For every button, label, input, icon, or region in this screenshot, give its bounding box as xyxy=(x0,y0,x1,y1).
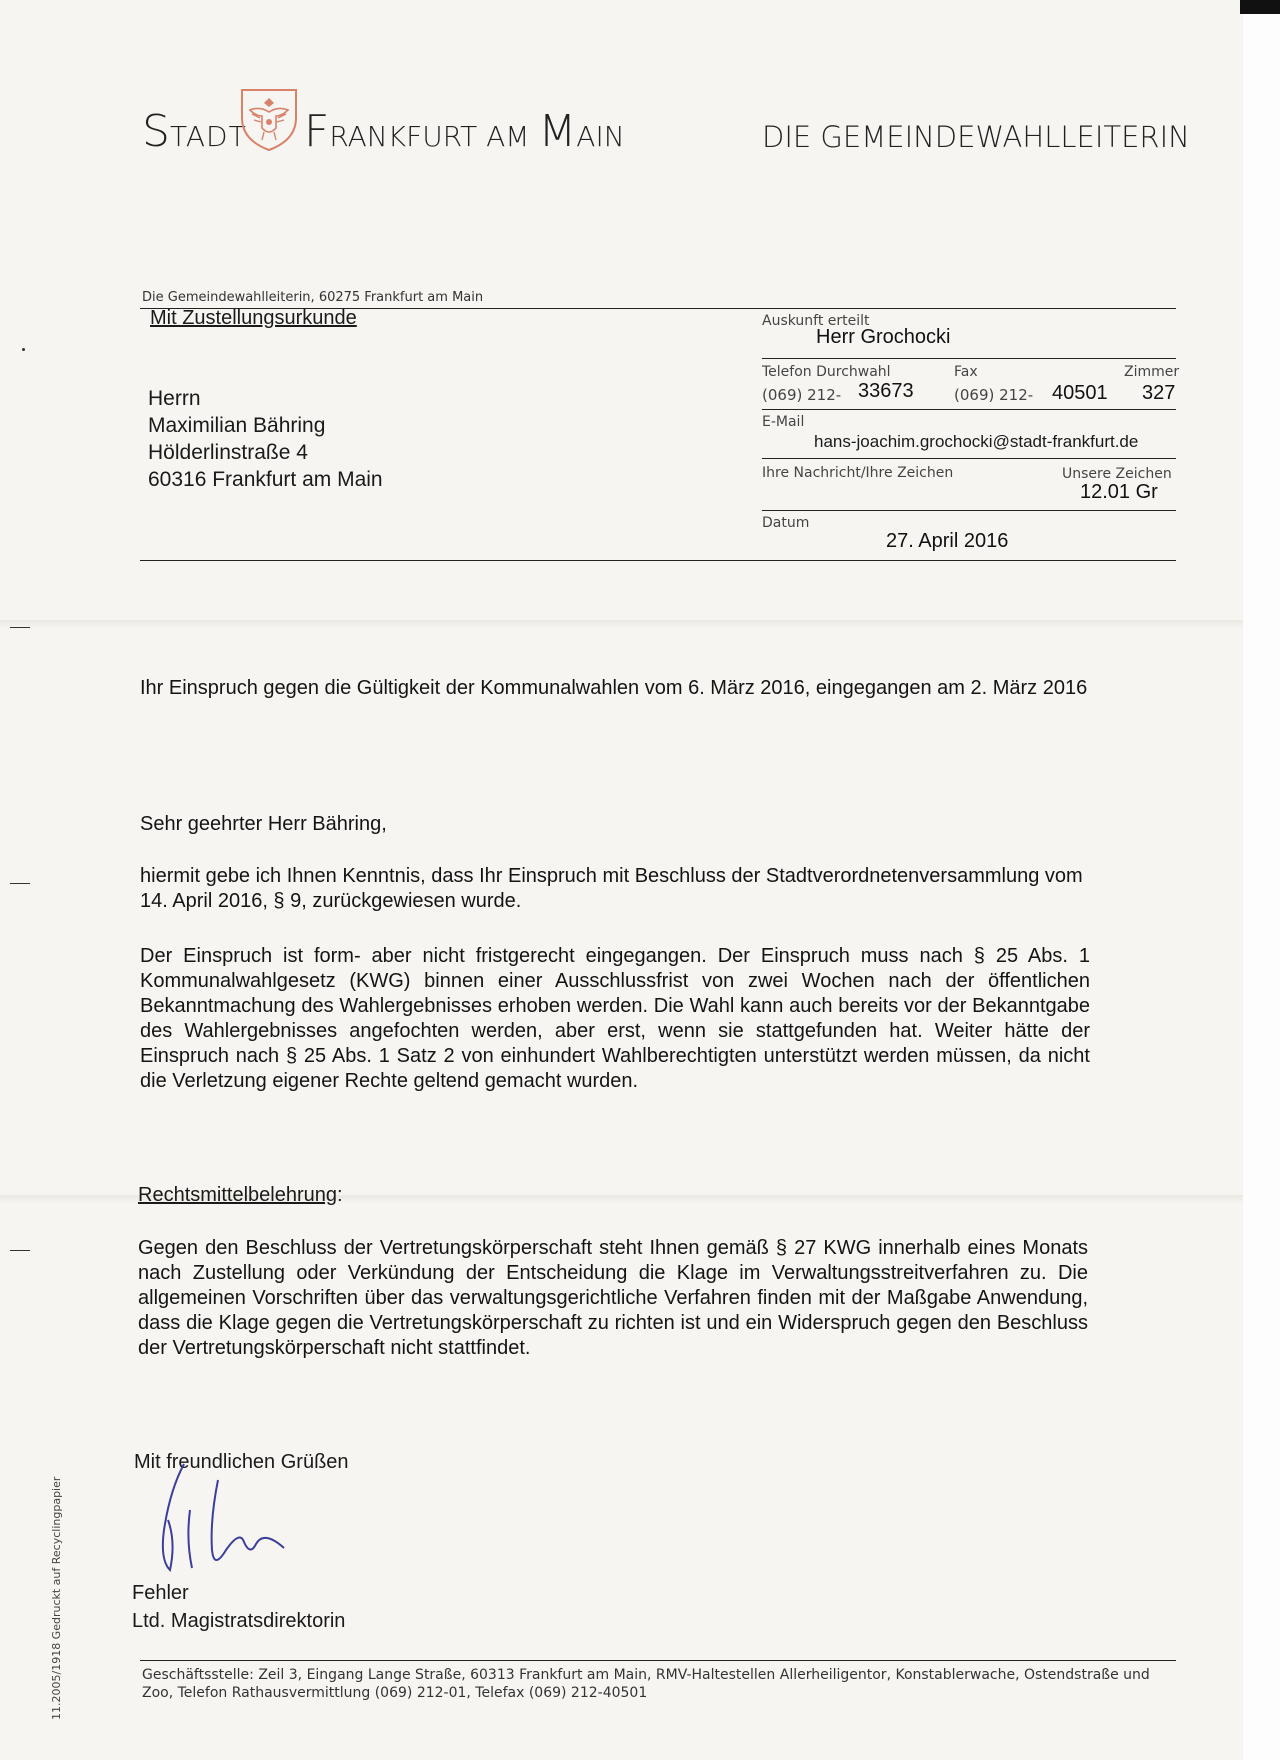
telefon-value: 33673 xyxy=(858,380,914,402)
ihre-zeichen-label: Ihre Nachricht/Ihre Zeichen xyxy=(762,465,954,481)
fax-label: Fax xyxy=(954,364,978,380)
side-print: 11.2005/1918 Gedruckt auf Recyclingpapier xyxy=(50,1476,63,1720)
rechtsmittel-heading-text: Rechtsmittelbelehrung xyxy=(138,1184,337,1206)
zimmer-label: Zimmer xyxy=(1124,364,1180,380)
fax-prefix: (069) 212- xyxy=(954,386,1034,404)
letterhead-office: DIE GEMEINDEWAHLLEITERIN xyxy=(762,120,1190,154)
frankfurt-eagle-crest-icon xyxy=(236,84,302,154)
address-block-rule xyxy=(140,560,1176,561)
unsere-zeichen-label: Unsere Zeichen xyxy=(1062,466,1172,482)
info-rule xyxy=(762,358,1176,359)
paragraph-reasoning: Der Einspruch ist form- aber nicht fristgerecht eingegangen. Der Einspruch muss nach § 25 Abs. 1 Kommunalwahlgesetz (KWG) binnen einer Ausschlussfrist von zwei Wochen nach der öffentlichen Bekanntmachung des Wahlergebnisses erhoben werden. Die Wahl kann auch bereits vor der Bekanntgabe des Wahlergebnisses angefochten werden, aber erst, wenn sie stattgefunden hat. Weiter hätte der Einspruch nach § 25 Abs. 1 Satz 2 von einhundert Wahlberechtigten unterstützt werden müssen, da nicht die Verletzung eigener Rechte geltend gemacht wurden. xyxy=(140,945,1090,1092)
signer-title: Ltd. Magistratsdirektorin xyxy=(132,1610,346,1632)
info-rule xyxy=(762,510,1176,511)
info-rule xyxy=(762,458,1176,459)
paragraph-decision: hiermit gebe ich Ihnen Kenntnis, dass Ihr Einspruch mit Beschluss der Stadtverordnetenversammlung vom 14. April 2016, § 9, zurückgewiesen wurde. xyxy=(140,865,1083,912)
fax-value: 40501 xyxy=(1052,382,1108,404)
paper-edge xyxy=(1243,0,1280,1760)
signature xyxy=(140,1460,320,1580)
letterhead-frankfurt: FRANKFURT AM MAIN xyxy=(304,106,625,157)
datum-label: Datum xyxy=(762,515,810,531)
letterhead-stadt: STADT xyxy=(142,106,247,157)
recipient-street: Hölderlinstraße 4 xyxy=(148,441,308,464)
margin-dot xyxy=(22,348,25,351)
fold-mark xyxy=(10,627,30,628)
email-value: hans-joachim.grochocki@stadt-frankfurt.de xyxy=(814,432,1139,451)
delivery-note: Mit Zustellungsurkunde xyxy=(150,307,357,329)
hole-mark xyxy=(10,883,30,884)
footer-address: Geschäftsstelle: Zeil 3, Eingang Lange Straße, 60313 Frankfurt am Main, RMV-Haltestellen Allerheiligentor, Konstablerwache, Ostendstraße und Zoo, Telefon Rathausvermittlung (069) 212-01, Telefax (069) 212-40501 xyxy=(142,1667,1150,1701)
zimmer-value: 327 xyxy=(1142,382,1176,404)
datum-value: 27. April 2016 xyxy=(886,530,1009,552)
recipient-address xyxy=(148,385,383,493)
scan-corner xyxy=(1240,0,1280,14)
recipient-city: 60316 Frankfurt am Main xyxy=(148,468,383,491)
fold-line-upper xyxy=(0,620,1243,628)
auskunft-value: Herr Grochocki xyxy=(816,326,951,348)
greeting: Sehr geehrter Herr Bähring, xyxy=(140,813,387,835)
closing: Mit freundlichen Grüßen xyxy=(134,1451,349,1473)
recipient-salutation: Herrn xyxy=(148,387,201,410)
recipient-name: Maximilian Bähring xyxy=(148,414,326,437)
fold-mark xyxy=(10,1250,30,1251)
telefon-prefix: (069) 212- xyxy=(762,386,842,404)
footer-rule xyxy=(140,1660,1176,1661)
rechtsmittel-heading-colon: : xyxy=(337,1184,343,1206)
info-rule xyxy=(762,409,1176,410)
unsere-zeichen-value: 12.01 Gr xyxy=(1080,481,1158,503)
auskunft-label: Auskunft erteilt xyxy=(762,313,870,329)
telefon-label: Telefon Durchwahl xyxy=(762,364,891,380)
sender-line: Die Gemeindewahlleiterin, 60275 Frankfurt am Main xyxy=(142,290,484,305)
paragraph-rechtsmittel: Gegen den Beschluss der Vertretungskörperschaft steht Ihnen gemäß § 27 KWG innerhalb eines Monats nach Zustellung oder Verkündung der Entscheidung die Klage im Verwaltungsstreitverfahren zu. Die allgemeinen Vorschriften über das verwaltungsgerichtliche Verfahren finden mit der Maßgabe Anwendung, dass die Klage gegen die Vertretungskörperschaft zu richten ist und ein Widerspruch gegen den Beschluss der Vertretungskörperschaft nicht stattfindet. xyxy=(138,1237,1088,1359)
rechtsmittel-heading xyxy=(138,1184,343,1207)
signer-name: Fehler xyxy=(132,1582,189,1604)
email-label: E-Mail xyxy=(762,414,805,430)
subject-line: Ihr Einspruch gegen die Gültigkeit der Kommunalwahlen vom 6. März 2016, eingegangen am 2. März 2016 xyxy=(140,677,1088,699)
